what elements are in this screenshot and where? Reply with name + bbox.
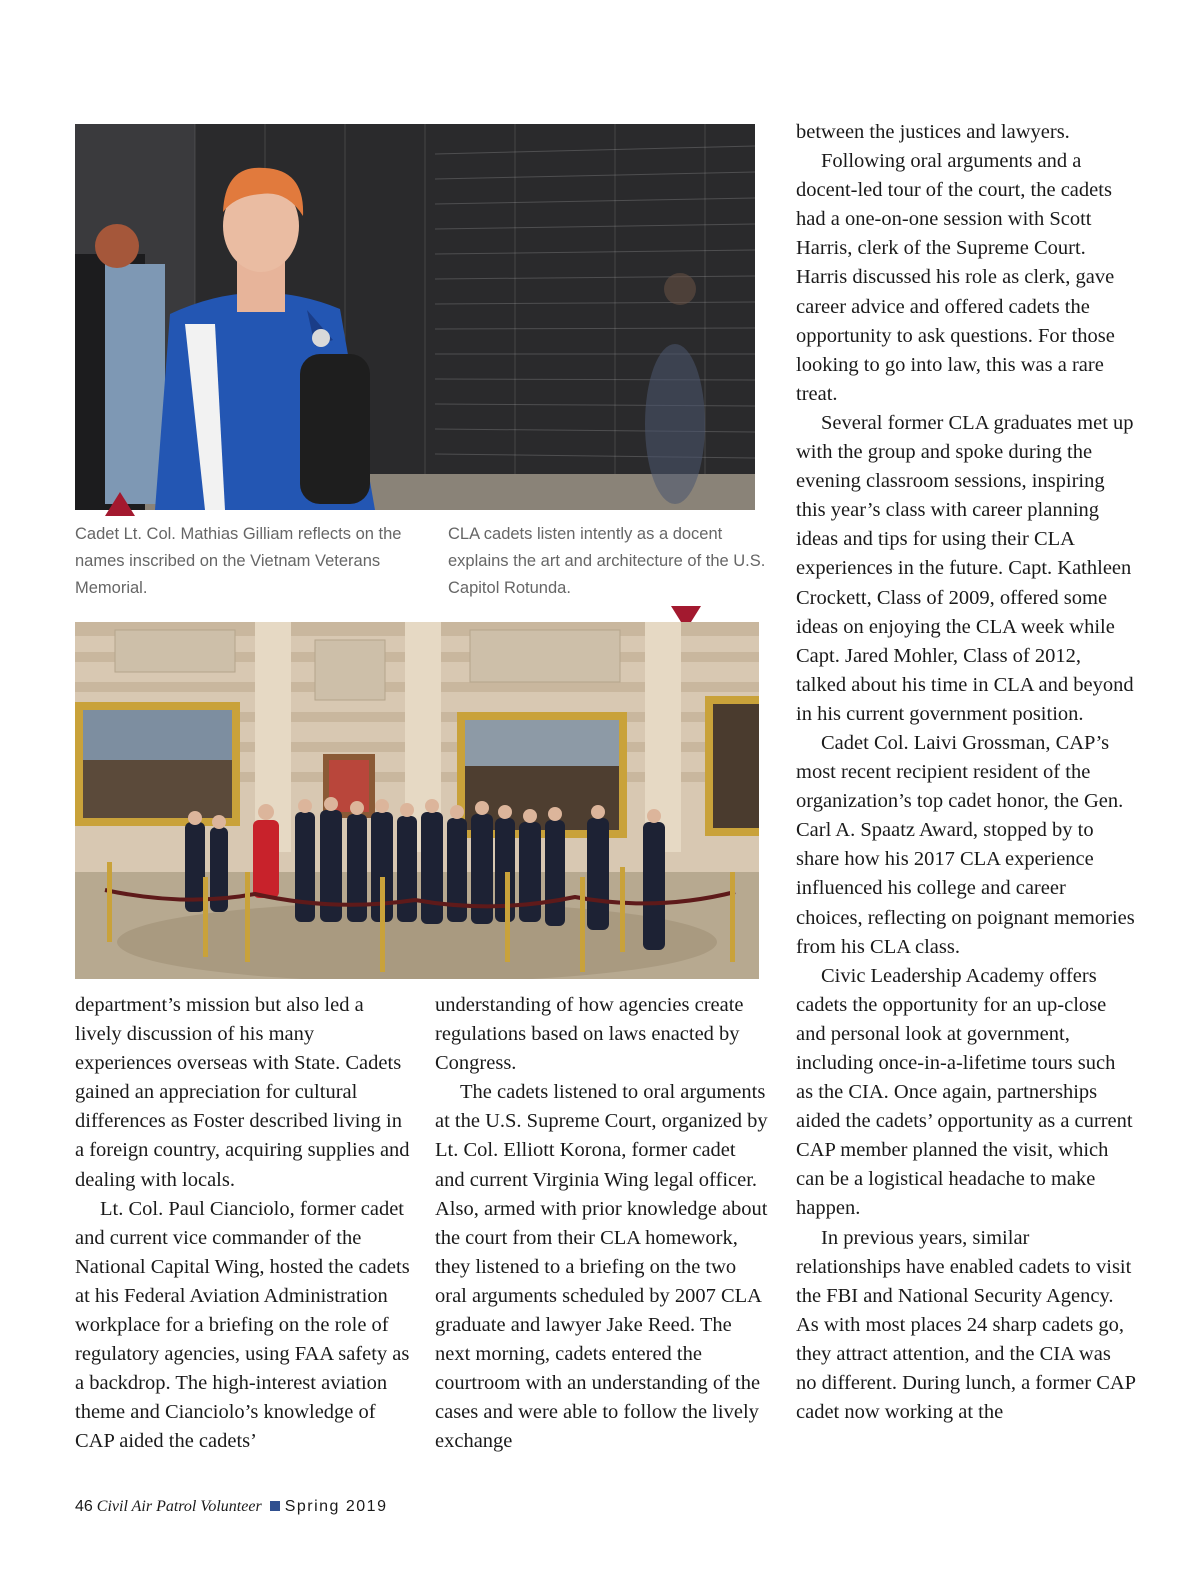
page-number: 46 (75, 1498, 93, 1515)
paragraph: between the justices and lawyers. (796, 121, 1070, 143)
article-column-2 (435, 991, 770, 1457)
caption-rotunda: CLA cadets listen intently as a docent explains the art and architecture of the U.S. Capitol Rotunda. (448, 525, 766, 597)
magazine-title: Civil Air Patrol Volunteer (96, 1498, 262, 1515)
photo-vietnam-memorial (75, 124, 755, 510)
caption-memorial: Cadet Lt. Col. Mathias Gilliam reflects on the names inscribed on the Vietnam Veterans Memorial. (75, 525, 402, 597)
photo-capitol-rotunda (75, 622, 759, 979)
paragraph: In previous years, similar relationships have enabled cadets to visit the FBI and National Security Agency. As with most places 24 sharp cadets go, they attract attention, and the CIA was no different. During lunch, a former CAP cadet now working at the (796, 1226, 1136, 1424)
paragraph: The cadets listened to oral arguments at the U.S. Supreme Court, organized by Lt. Col. Elliott Korona, former cadet and current Virginia Wing legal officer. Also, armed with prior knowledge about the court from their CLA homework, they listened to a briefing on the two oral arguments scheduled by 2007 CLA graduate and lawyer Jake Reed. The next morning, cadets entered the courtroom with an understanding of the cases and were able to follow the lively exchange (435, 1081, 768, 1453)
paragraph: Civic Leadership Academy offers cadets the opportunity for an up-close and personal look at government, including once-in-a-lifetime tours such as the CIA. Once again, partnerships aided the cadets’ opportunity as a current CAP member planned the visit, which can be a logistical headache to make happen. (796, 964, 1133, 1220)
footer-square-icon (270, 1501, 280, 1511)
paragraph: Cadet Col. Laivi Grossman, CAP’s most recent recipient resident of the organization’s top cadet honor, the Gen. Carl A. Spaatz Award, stopped by to share how his 2017 CLA experience influenced his college and career choices, reflecting on poignant memories from his CLA class. (796, 731, 1135, 958)
paragraph: Lt. Col. Paul Cianciolo, former cadet and current vice commander of the National Capital Wing, hosted the cadets at his Federal Aviation Administration workplace for a briefing on the role of regulatory agencies, using FAA safety as a backdrop. The high-interest aviation theme and Cianciolo’s knowledge of CAP aided the cadets’ (75, 1197, 410, 1453)
issue-season: Spring 2019 (284, 1498, 388, 1515)
article-column-1 (75, 991, 410, 1457)
paragraph: Following oral arguments and a docent-led tour of the court, the cadets had a one-on-one session with Scott Harris, clerk of the Supreme Court. Harris discussed his role as clerk, gave career advice and offered cadets the opportunity to ask questions. For those looking to go into law, this was a rare treat. (796, 150, 1115, 405)
paragraph: Several former CLA graduates met up with the group and spoke during the evening classroom sessions, inspiring this year’s class with career planning ideas and tips for using their CLA experiences in the future. Capt. Kathleen Crockett, Class of 2009, offered some ideas on enjoying the CLA week while Capt. Jared Mohler, Class of 2012, talked about his time in CLA and beyond in his current government position. (796, 411, 1134, 725)
caption-pointer-up (105, 492, 135, 516)
paragraph: department’s mission but also led a lively discussion of his many experiences overseas with State. Cadets gained an appreciation for cultural differences as Foster described living in a foreign country, acquiring supplies and dealing with locals. (75, 994, 410, 1191)
article-column-3 (796, 118, 1136, 1427)
page-footer (75, 1496, 387, 1518)
paragraph: understanding of how agencies create regulations based on laws enacted by Congress. (435, 994, 744, 1075)
